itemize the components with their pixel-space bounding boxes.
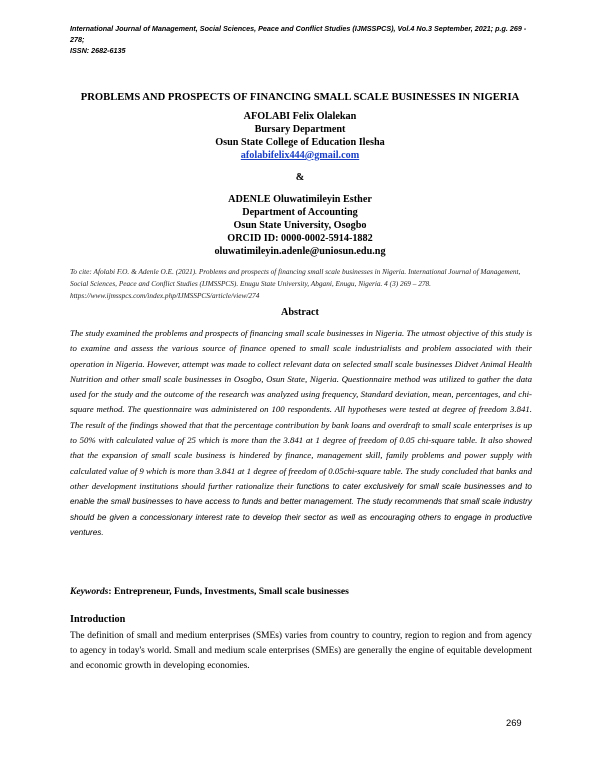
abstract-heading: Abstract [281,307,319,318]
author-block-1 [0,110,600,162]
keywords-line [70,586,532,597]
page-number: 269 [506,717,522,728]
author-orcid: ORCID ID: 0000-0002-5914-1882 [227,233,373,244]
abstract-text-sans: functions to cater exclusively for small scale businesses and to enable the small businesses to have access to funds and better management. The study recommends that small scale industry should be given a concessionary interest rate to develop their sector as well as encouraging others to engage in productive ventures. [70,481,532,537]
keywords-label: Keywords [70,586,109,597]
author-department: Department of Accounting [242,207,358,218]
keywords-colon: : [108,586,114,597]
author-institution: Osun State College of Education Ilesha [215,137,385,148]
introduction-heading: Introduction [70,614,126,625]
author-email-link[interactable]: afolabifelix444@gmail.com [240,150,360,161]
paper-title: PROBLEMS AND PROSPECTS OF FINANCING SMALL SCALE BUSINESSES IN NIGERIA [80,92,520,103]
issn-line: ISSN: 2682-6135 [70,46,126,55]
abstract-text-serif: The study examined the problems and prospects of financing small scale businesses in Nigeria. The utmost objective of this study is to examine and assess the various source of finance opened to small scale industrialists and problem associated with their operation in Nigeria. However, attempt was made to collect relevant data on selected small scale businesses Didvet Animal Health Nutrition and other small scale businesses in Osogbo, Osun State, Nigeria. Questionnaire method was utilized to gather the data used for the study and the outcome of the research was analyzed using frequency, Standard deviation, mean, percentages, and chi-square method. The questionnaire was administered on 100 respondents. All hypotheses were tested at degree of freedom 3.841. The result of the findings showed that that the percentage contribution by bank loans and overdraft to small scale enterprises is up to 50% with calculated value of 25 which is more than the 3.841 at 1 degree of freedom of 0.05 chi-square table. It also showed that the expansion of small scale business is hindered by finance, management skill, family problems and power supply with calculated value of 9 which is more than 3.841 at 1 degree of freedom of 0.05chi-square table. The study concluded that banks and other development institutions should further rationalize their [70,328,532,491]
introduction-body: The definition of small and medium enterprises (SMEs) varies from country to country, region to region and from agency to agency in today's world. Small and medium scale enterprises (SMEs) are generally the engine of equitable development and economic growth in developing economies. [70,631,532,671]
journal-header [70,23,540,56]
journal-citation-line: International Journal of Management, Social Sciences, Peace and Conflict Studies (IJMSSPCS), Vol.4 No.3 September, 2021; p.g. 269 - 278; [70,24,527,44]
author-separator: & [295,172,305,183]
author-institution: Osun State University, Osogbo [233,220,367,231]
author-email: oluwatimileyin.adenle@uniosun.edu.ng [214,246,386,257]
author-name: ADENLE Oluwatimileyin Esther [228,194,372,205]
keywords-text: Entrepreneur, Funds, Investments, Small scale businesses [113,586,349,597]
author-block-2 [0,193,600,258]
abstract-body [70,326,532,540]
author-department: Bursary Department [254,124,346,135]
citation-note: To cite: Afolabi F.O. & Adenle O.E. (2021). Problems and prospects of financing small scale businesses in Nigeria. International Journal of Management, Social Sciences, Peace and Conflict Studies (IJMSSPCS). Enugu State University, Abgani, Enugu, Nigeria. 4 (3) 269 – 278. https://www.ijmsspcs.com/index.php/IJMSSPCS/article/view/274 [70,267,521,300]
author-name: AFOLABI Felix Olalekan [243,111,357,122]
